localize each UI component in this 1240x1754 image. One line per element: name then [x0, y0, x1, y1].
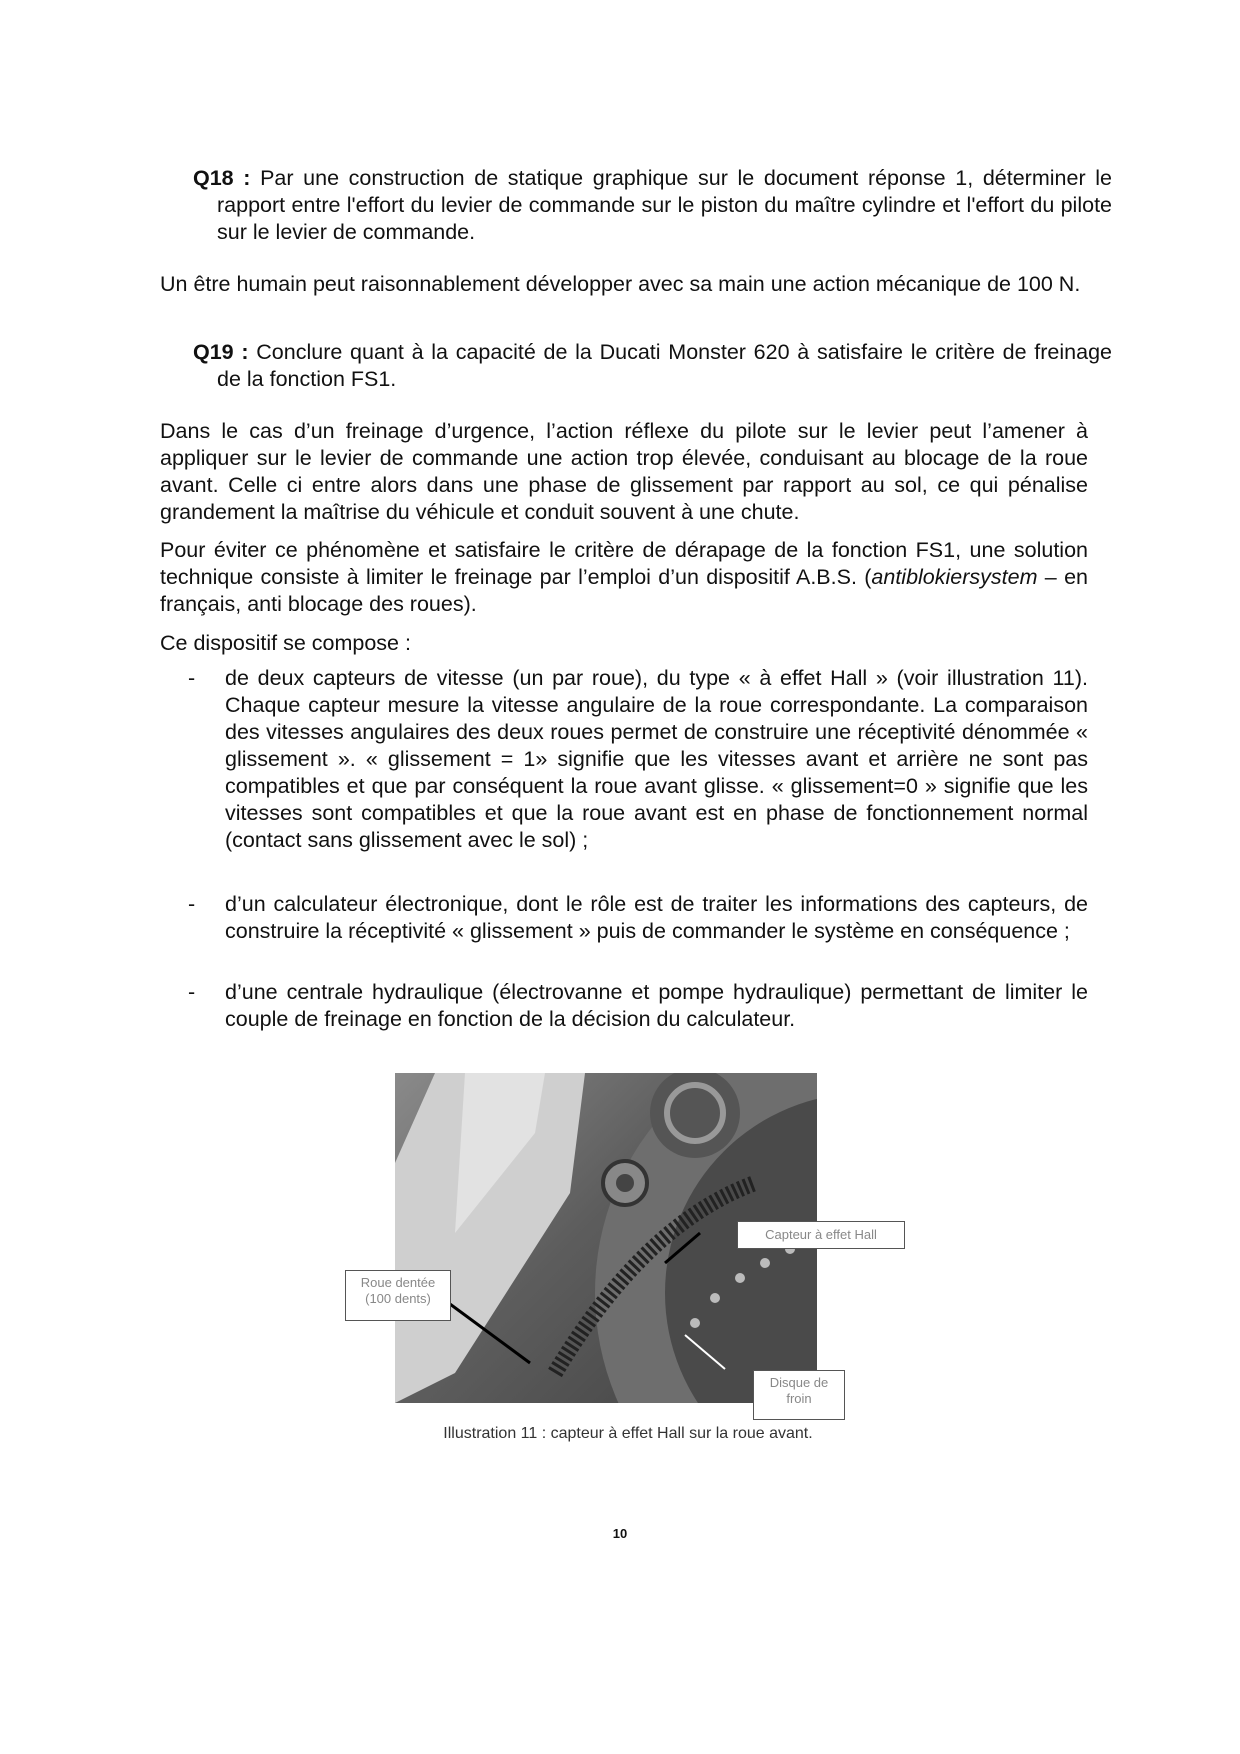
list-dash: -	[188, 892, 196, 916]
list-item-text: de deux capteurs de vitesse (un par roue), du type « à effet Hall » (voir illustration 11). Chaque capteur mesure la vitesse angulaire de la roue correspondante. La comparaison des vitesses angulaires des deux roues permet de construire une réceptivité dénommée « glissement ». « glissement = 1» signifie que les vitesses avant et arrière ne sont pas compatibles et que par conséquent la roue avant glisse. « glissement=0 » signifie que les vitesses sont compatibles et que la roue avant est en phase de fonctionnement normal (contact sans glissement avec le sol) ;	[225, 666, 1088, 852]
list-item	[188, 665, 1088, 854]
callout-hall-sensor: Capteur à effet Hall	[737, 1221, 905, 1249]
paragraph-emergency-braking: Dans le cas d’un freinage d’urgence, l’action réflexe du pilote sur le levier peut l’amener à appliquer sur le levier de commande une action trop élevée, conduisant au blocage de la roue avant. Celle ci entre alors dans une phase de glissement par rapport au sol, ce qui pénalise grandement la maîtrise du véhicule et conduit souvent à une chute.	[160, 419, 1088, 524]
list-dash: -	[188, 666, 196, 690]
disc-hole	[760, 1258, 770, 1268]
callout-toothed-wheel	[345, 1270, 451, 1321]
list-item-text: d’un calculateur électronique, dont le rôle est de traiter les informations des capteurs, de construire la réceptivité « glissement » puis de commander le système en conséquence ;	[225, 892, 1088, 943]
list-dash: -	[188, 980, 196, 1004]
list-item-text: d’une centrale hydraulique (électrovanne et pompe hydraulique) permettant de limiter le couple de freinage en fonction de la décision du calculateur.	[225, 980, 1088, 1031]
disc-hole	[690, 1318, 700, 1328]
page-number: 10	[612, 1526, 628, 1541]
paragraph-abs	[160, 537, 1088, 618]
disc-hole	[735, 1273, 745, 1283]
abs-text-after: – en français, anti blocage des roues).	[160, 565, 1088, 616]
abs-text-before: Pour éviter ce phénomène et satisfaire le critère de dérapage de la fonction FS1, une solution technique consiste à limiter le freinage par l’emploi d’un dispositif A.B.S. (	[160, 538, 1088, 589]
paragraph-human-force: Un être humain peut raisonnablement développer avec sa main une action mécanique de 100 N.	[160, 272, 1081, 296]
q18-label: Q18 :	[193, 166, 251, 190]
q19-label: Q19 :	[193, 340, 249, 364]
callout-brake-disc-line1: Disque de	[769, 1375, 829, 1390]
disc-hole	[710, 1293, 720, 1303]
q19-text: Conclure quant à la capacité de la Ducati Monster 620 à satisfaire le critère de freinage de la fonction FS1.	[217, 340, 1112, 391]
abs-text-italic: antiblokiersystem	[871, 565, 1038, 589]
q18-text: Par une construction de statique graphique sur le document réponse 1, déterminer le rapport entre l'effort du levier de commande sur le piston du maître cylindre et l'effort du pilote sur le levier de commande.	[217, 166, 1112, 244]
list-item	[188, 891, 1088, 945]
question-q18	[193, 165, 1112, 246]
paragraph-composition: Ce dispositif se compose :	[160, 631, 411, 655]
sensor-bolt-center	[616, 1174, 634, 1192]
list-item	[188, 979, 1088, 1033]
callout-brake-disc	[753, 1370, 845, 1420]
figure-caption: Illustration 11 : capteur à effet Hall sur la roue avant.	[443, 1425, 813, 1442]
question-q19	[193, 339, 1112, 393]
callout-toothed-wheel-line1: Roue dentée	[360, 1275, 436, 1290]
callout-toothed-wheel-line2: (100 dents)	[365, 1291, 431, 1306]
callout-brake-disc-line2: froin	[786, 1391, 812, 1406]
